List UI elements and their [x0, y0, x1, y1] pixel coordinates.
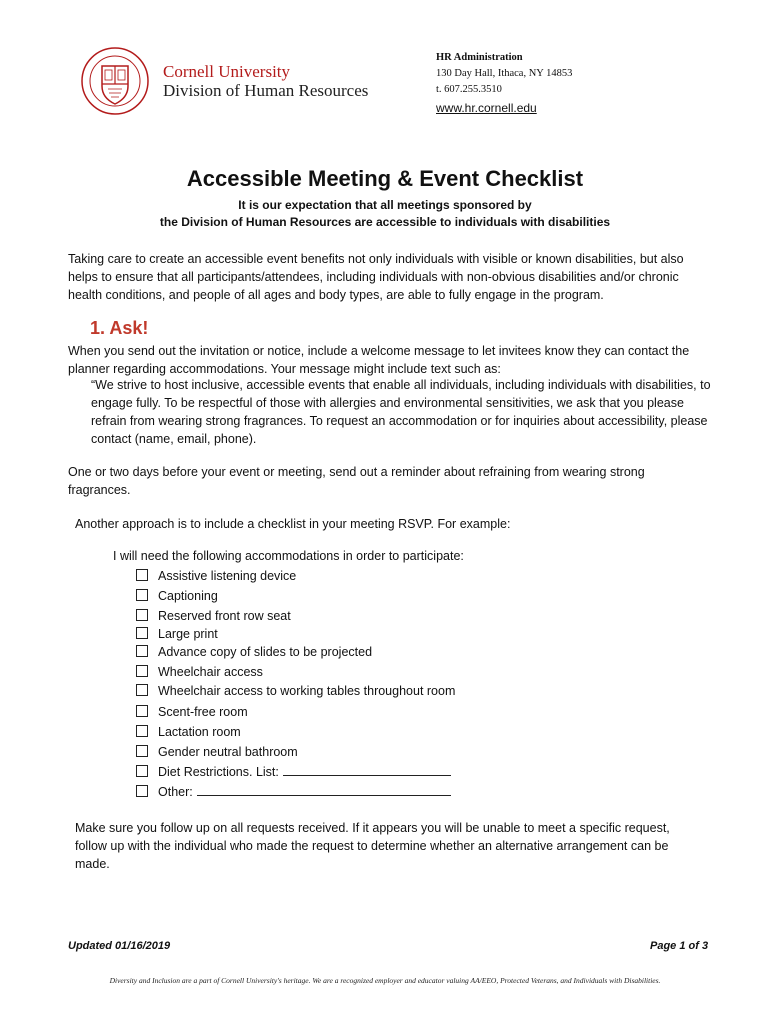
checklist-item[interactable]: Assistive listening device — [136, 567, 296, 585]
checkbox-icon[interactable] — [136, 725, 148, 737]
checkbox-icon[interactable] — [136, 745, 148, 757]
hr-contact — [436, 50, 572, 116]
checklist-item[interactable]: Large print — [136, 625, 218, 643]
checkbox-icon[interactable] — [136, 705, 148, 717]
page-title: Accessible Meeting & Event Checklist — [186, 166, 584, 191]
checkbox-icon[interactable] — [136, 765, 148, 777]
followup-paragraph: Make sure you follow up on all requests received. If it appears you will be unable to meet a specific request, follow up with the individual who made the request to determine whether an alternative arrangement can be made. — [75, 821, 670, 871]
brand-division: Division of Human Resources — [163, 81, 369, 100]
hr-title: HR Administration — [436, 52, 523, 63]
brand-block — [163, 62, 368, 101]
checklist-item[interactable]: Advance copy of slides to be projected — [136, 643, 372, 661]
checklist-item[interactable]: Captioning — [136, 587, 218, 605]
section-heading-ask: 1. Ask! — [90, 318, 149, 338]
checkbox-icon[interactable] — [136, 645, 148, 657]
subtitle-line-1: It is our expectation that all meetings sponsored by — [238, 198, 532, 212]
hr-phone: t. 607.255.3510 — [436, 84, 502, 95]
checklist-item-other[interactable]: Other: — [136, 783, 451, 801]
checkbox-icon[interactable] — [136, 665, 148, 677]
checkbox-icon[interactable] — [136, 684, 148, 696]
intro-paragraph: Taking care to create an accessible event benefits not only individuals with visible or known disabilities, but also helps to ensure that all participants/attendees, including individuals with non-obvious disabilities and/or chronic health conditions, and people of all ages and body types, are able to fully engage in the program. — [68, 252, 684, 302]
accommodations-intro: I will need the following accommodations in order to participate: — [113, 549, 464, 563]
checkbox-icon[interactable] — [136, 785, 148, 797]
diversity-statement: Diversity and Inclusion are a part of Cornell University's heritage. We are a recognized employer and educator valuing AA/EEO, Protected Veterans, and Individuals with Disabilities. — [109, 976, 661, 985]
brand-university: Cornell University — [163, 62, 291, 81]
other-blank[interactable] — [197, 783, 451, 796]
checkbox-icon[interactable] — [136, 627, 148, 639]
approach-paragraph: Another approach is to include a checklist in your meeting RSVP. For example: — [75, 517, 511, 531]
checklist-item[interactable]: Wheelchair access to working tables throughout room — [136, 682, 455, 700]
page-subtitle — [0, 197, 770, 231]
checklist-item[interactable]: Lactation room — [136, 723, 241, 741]
diet-restrictions-blank[interactable] — [283, 763, 451, 776]
checklist-item[interactable]: Gender neutral bathroom — [136, 743, 298, 761]
sample-message-quote: “We strive to host inclusive, accessible events that enable all individuals, including individuals with disabilities, to engage fully. To be respectful of those with allergies and environmental sensitivities, we ask that you please refrain from wearing strong fragrances. To request an accommodation or for inquiries about accessibility, please contact (name, email, phone). — [91, 378, 711, 446]
ask-paragraph: When you send out the invitation or notice, include a welcome message to let invitees know they can contact the planner regarding accommodations. Your message might include text such as: — [68, 344, 690, 376]
reminder-paragraph: One or two days before your event or meeting, send out a reminder about refraining from wearing strong fragrances. — [68, 465, 645, 497]
checklist-item[interactable]: Wheelchair access — [136, 663, 263, 681]
page-number: Page 1 of 3 — [650, 940, 709, 952]
checkbox-icon[interactable] — [136, 589, 148, 601]
hr-address: 130 Day Hall, Ithaca, NY 14853 — [436, 68, 573, 79]
subtitle-line-2: the Division of Human Resources are accessible to individuals with disabilities — [159, 215, 611, 229]
checkbox-icon[interactable] — [136, 609, 148, 621]
updated-date: Updated 01/16/2019 — [68, 940, 171, 952]
cornell-seal-icon — [80, 42, 150, 120]
hr-url-link[interactable]: www.hr.cornell.edu — [436, 101, 537, 115]
checklist-item[interactable]: Scent-free room — [136, 703, 248, 721]
checklist-item-diet[interactable]: Diet Restrictions. List: — [136, 763, 451, 781]
checkbox-icon[interactable] — [136, 569, 148, 581]
checklist-item[interactable]: Reserved front row seat — [136, 607, 291, 625]
